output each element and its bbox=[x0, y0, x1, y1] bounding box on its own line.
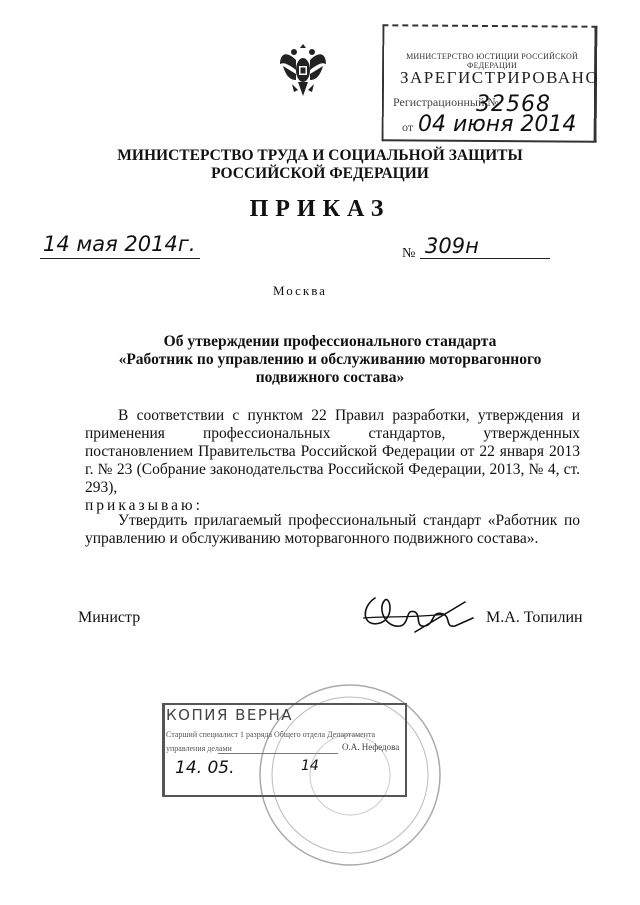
coat-of-arms-emblem bbox=[278, 40, 328, 110]
registration-stamp-title: ЗАРЕГИСТРИРОВАНО bbox=[400, 68, 600, 87]
order-number-label: № bbox=[402, 246, 416, 261]
copy-certified-date: 14. 05. bbox=[175, 758, 235, 778]
handwritten-signature bbox=[355, 588, 495, 644]
preamble-paragraph bbox=[85, 407, 580, 515]
city-name: Москва bbox=[273, 283, 327, 298]
order-date: 14 мая 2014г. bbox=[43, 232, 196, 256]
registration-stamp-organization: МИНИСТЕРСТВО ЮСТИЦИИ РОССИЙСКОЙ ФЕДЕРАЦИИ bbox=[406, 52, 578, 70]
copy-certifier-department: управления делами bbox=[166, 744, 232, 753]
order-number-underline bbox=[420, 258, 550, 259]
order-subject-line-1: Об утверждении профессионального стандарта bbox=[163, 333, 497, 350]
ministry-name-line-1: МИНИСТЕРСТВО ТРУДА И СОЦИАЛЬНОЙ ЗАЩИТЫ bbox=[117, 147, 523, 164]
order-number: 309н bbox=[425, 234, 479, 258]
document-type-title: ПРИКАЗ bbox=[249, 196, 391, 222]
copy-certified-title: КОПИЯ ВЕРНА bbox=[166, 706, 294, 724]
order-subject-line-3: подвижного состава» bbox=[255, 369, 405, 386]
signatory-position: Министр bbox=[78, 609, 141, 626]
copy-certifier-position: Старший специалист 1 разряда Общего отдела Департамента bbox=[166, 730, 376, 739]
copy-signature-line bbox=[218, 753, 338, 754]
registration-number-label: Регистрационный № bbox=[393, 95, 499, 109]
copy-certifier-name: О.А. Нефедова bbox=[342, 742, 400, 752]
ministry-name-line-2: РОССИЙСКОЙ ФЕДЕРАЦИИ bbox=[211, 165, 429, 182]
order-subject bbox=[110, 333, 550, 387]
signatory-name: М.А. Топилин bbox=[486, 609, 583, 626]
registration-date-prefix: от bbox=[402, 120, 414, 134]
order-text: Утвердить прилагаемый профессиональный стандарт «Работник по управлению и обслуживанию моторвагонного подвижного состава». bbox=[85, 512, 580, 547]
registration-date-value: 04 июня 2014 bbox=[418, 112, 577, 137]
copy-certified-year: 14 bbox=[301, 758, 319, 774]
order-word: приказываю: bbox=[85, 497, 203, 514]
order-subject-line-2: «Работник по управлению и обслуживанию моторвагонного bbox=[118, 351, 542, 368]
preamble-text: В соответствии с пунктом 22 Правил разработки, утверждения и применения профессиональных стандартов, утвержденных постановлением Правительства Российской Федерации от 22 января 2013 г. № 23 (Собрание законодательства Российской Федерации, 2013, № 4, ст. 293), bbox=[85, 407, 580, 496]
registration-number-value: 32568 bbox=[476, 92, 551, 117]
ministry-name bbox=[100, 147, 540, 183]
order-paragraph bbox=[85, 512, 580, 548]
order-date-underline bbox=[40, 258, 200, 259]
